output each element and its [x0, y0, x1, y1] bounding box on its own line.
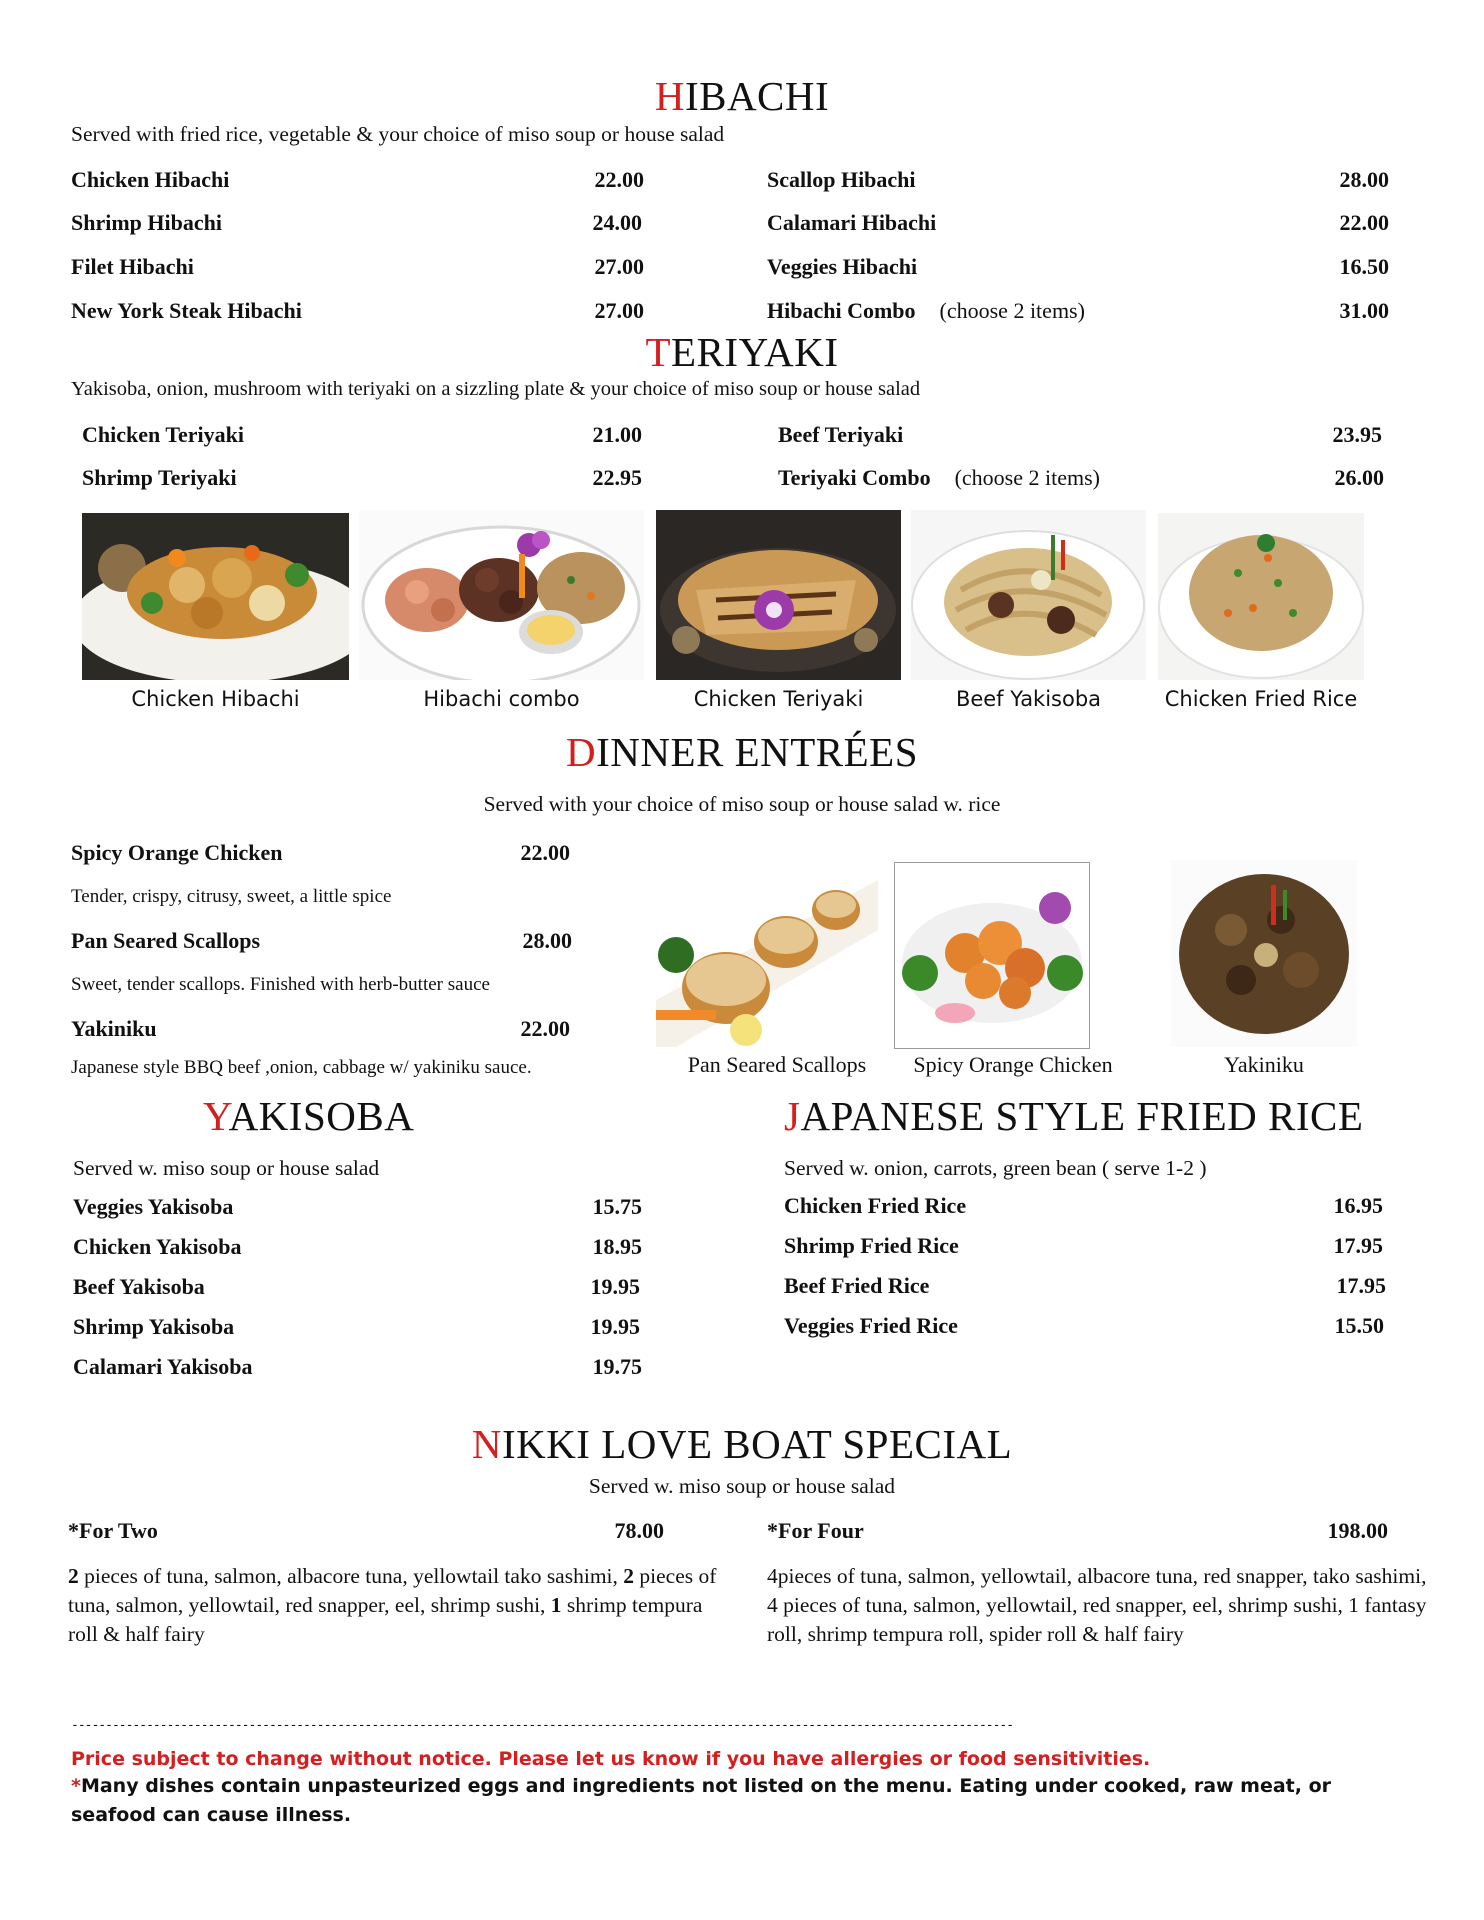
menu-item-price: 23.95 — [1332, 422, 1382, 447]
menu-item-price: 15.75 — [592, 1194, 642, 1219]
photo-caption: Chicken Fried Rice — [1164, 687, 1358, 711]
menu-item-price: 17.95 — [1333, 1233, 1383, 1258]
menu-item-name: Beef Teriyaki — [778, 422, 904, 447]
menu-item-name: Chicken Fried Rice — [784, 1193, 967, 1218]
menu-item-name: Chicken Teriyaki — [82, 422, 244, 447]
yakisoba-title-rest: AKISOBA — [228, 1093, 415, 1139]
menu-item-name: Shrimp Hibachi — [71, 210, 222, 235]
asterisk: * — [71, 1775, 81, 1797]
menu-item-price: 22.00 — [520, 1016, 570, 1041]
menu-item-description: Tender, crispy, citrusy, sweet, a little spice — [71, 886, 392, 907]
footer-divider: ------------------------------------------------------------------------------------------------------------------------------------------ — [71, 1718, 1014, 1733]
menu-item-price: 27.00 — [594, 298, 644, 323]
love-boat-two-label: *For Two — [68, 1518, 158, 1543]
yakisoba-title-initial: Y — [203, 1093, 229, 1139]
footer-warning-text: Many dishes contain unpasteurized eggs and ingredients not listed on the menu. Eating under cooked, raw meat, or seafood can cause illness. — [71, 1775, 1332, 1826]
text: pieces of tuna, salmon, yellowtail, red snapper, eel, shrimp sushi, — [68, 1564, 717, 1617]
hibachi-title-rest: IBACHI — [684, 73, 830, 119]
teriyaki-title — [0, 328, 1484, 376]
menu-item-name: Spicy Orange Chicken — [71, 840, 283, 865]
menu-item-name: Veggies Hibachi — [767, 254, 918, 279]
menu-item-description: Japanese style BBQ beef ,onion, cabbage w/ yakiniku sauce. — [71, 1057, 532, 1078]
count: 2 — [623, 1564, 635, 1588]
menu-item-price: 16.95 — [1333, 1193, 1383, 1218]
love-boat-two-price: 78.00 — [614, 1518, 664, 1543]
footer-warning — [71, 1772, 1401, 1830]
menu-item-name — [778, 465, 1100, 491]
menu-item-name: Shrimp Fried Rice — [784, 1233, 959, 1258]
menu-item-price: 17.95 — [1336, 1273, 1386, 1298]
photo-caption: Spicy Orange Chicken — [913, 1052, 1113, 1077]
count: 2 — [68, 1564, 79, 1588]
menu-item-price: 15.50 — [1334, 1313, 1384, 1338]
menu-item-price: 22.00 — [520, 840, 570, 865]
menu-item-name — [767, 298, 1085, 324]
love-boat-two-description — [68, 1562, 728, 1649]
menu-item-price: 28.00 — [1339, 167, 1389, 192]
menu-item-price: 19.95 — [590, 1314, 640, 1339]
menu-item-note: (choose 2 items) — [954, 465, 1100, 490]
footer-notice: Price subject to change without notice. Please let us know if you have allergies or food sensitivities. — [71, 1748, 1151, 1770]
menu-item-name: Pan Seared Scallops — [71, 928, 261, 953]
entrees-title-rest: INNER ENTRÉES — [596, 729, 919, 775]
yakisoba-title — [203, 1092, 414, 1140]
menu-item-name-text: Teriyaki Combo — [778, 465, 931, 490]
love-boat-subtitle: Served w. miso soup or house salad — [588, 1474, 896, 1498]
menu-item-note: (choose 2 items) — [939, 298, 1085, 323]
menu-item-name-text: Hibachi Combo — [767, 298, 916, 323]
love-boat-title-initial: N — [471, 1421, 502, 1467]
menu-item-name: Chicken Hibachi — [71, 167, 230, 192]
menu-item-price: 28.00 — [522, 928, 572, 953]
photo-caption: Pan Seared Scallops — [687, 1052, 867, 1077]
menu-item-description: Sweet, tender scallops. Finished with herb-butter sauce — [71, 974, 490, 995]
menu-item-name: Chicken Yakisoba — [73, 1234, 242, 1259]
photo-caption: Beef Yakisoba — [955, 687, 1102, 711]
text: shrimp tempura roll & half fairy — [68, 1593, 703, 1646]
menu-item-name: New York Steak Hibachi — [71, 298, 302, 323]
menu-item-price: 26.00 — [1334, 465, 1384, 490]
photo-chicken-teriyaki — [656, 510, 901, 680]
menu-item-name: Veggies Fried Rice — [784, 1313, 958, 1338]
count: 1 — [550, 1593, 562, 1617]
photo-caption: Chicken Hibachi — [131, 687, 300, 711]
fried-rice-title-initial: J — [784, 1093, 801, 1139]
menu-item-price: 31.00 — [1339, 298, 1389, 323]
photo-caption: Yakiniku — [1224, 1052, 1304, 1077]
hibachi-title — [0, 72, 1484, 120]
menu-item-price: 22.00 — [1339, 210, 1389, 235]
menu-item-price: 27.00 — [594, 254, 644, 279]
photo-pan-seared-scallops — [656, 860, 878, 1047]
menu-item-name: Filet Hibachi — [71, 254, 194, 279]
menu-item-price: 16.50 — [1339, 254, 1389, 279]
menu-item-name: Shrimp Yakisoba — [73, 1314, 235, 1339]
menu-item-name: Scallop Hibachi — [767, 167, 916, 192]
teriyaki-title-initial: T — [645, 329, 672, 375]
entrees-title-initial: D — [565, 729, 597, 775]
love-boat-four-description: 4pieces of tuna, salmon, yellowtail, albacore tuna, red snapper, tako sashimi, 4 pieces of tuna, salmon, yellowtail, red snapper, eel, shrimp sushi, 1 fantasy roll, shrimp tempura roll, spider roll & half fairy — [767, 1564, 1427, 1646]
menu-item-price: 19.75 — [592, 1354, 642, 1379]
menu-item-price: 19.95 — [590, 1274, 640, 1299]
menu-item-price: 21.00 — [592, 422, 642, 447]
entrees-subtitle: Served with your choice of miso soup or house salad w. rice — [483, 792, 1001, 816]
menu-item-name: Beef Yakisoba — [73, 1274, 205, 1299]
text: pieces of tuna, salmon, albacore tuna, yellowtail tako sashimi, — [78, 1564, 624, 1588]
fried-rice-title-rest: APANESE STYLE FRIED RICE — [800, 1093, 1364, 1139]
hibachi-title-initial: H — [654, 73, 685, 119]
photo-caption: Hibachi combo — [423, 687, 580, 711]
photo-hibachi-combo — [359, 510, 644, 680]
photo-spicy-orange-chicken — [894, 862, 1090, 1049]
menu-item-name: Calamari Hibachi — [767, 210, 937, 235]
love-boat-four-price: 198.00 — [1327, 1518, 1388, 1543]
teriyaki-title-rest: ERIYAKI — [671, 329, 839, 375]
fried-rice-title — [784, 1092, 1363, 1140]
fried-rice-subtitle: Served w. onion, carrots, green bean ( serve 1-2 ) — [784, 1156, 1207, 1180]
menu-item-price: 22.00 — [594, 167, 644, 192]
photo-beef-yakisoba — [911, 510, 1146, 680]
menu-item-name: Shrimp Teriyaki — [82, 465, 237, 490]
love-boat-title-rest: IKKI LOVE BOAT SPECIAL — [501, 1421, 1013, 1467]
menu-item-price: 24.00 — [592, 210, 642, 235]
menu-item-price: 18.95 — [592, 1234, 642, 1259]
photo-chicken-fried-rice — [1158, 513, 1364, 680]
menu-item-price: 22.95 — [592, 465, 642, 490]
teriyaki-subtitle: Yakisoba, onion, mushroom with teriyaki on a sizzling plate & your choice of miso soup or house salad — [71, 378, 921, 400]
entrees-title — [0, 728, 1484, 776]
photo-chicken-hibachi — [82, 513, 349, 680]
menu-item-name: Yakiniku — [71, 1016, 157, 1041]
love-boat-title — [0, 1420, 1484, 1468]
hibachi-subtitle: Served with fried rice, vegetable & your choice of miso soup or house salad — [71, 122, 725, 146]
menu-item-name: Calamari Yakisoba — [73, 1354, 253, 1379]
photo-yakiniku — [1171, 860, 1357, 1047]
photo-caption: Chicken Teriyaki — [693, 687, 864, 711]
love-boat-four-label: *For Four — [767, 1518, 864, 1543]
menu-item-name: Beef Fried Rice — [784, 1273, 930, 1298]
yakisoba-subtitle: Served w. miso soup or house salad — [73, 1156, 380, 1180]
menu-item-name: Veggies Yakisoba — [73, 1194, 234, 1219]
